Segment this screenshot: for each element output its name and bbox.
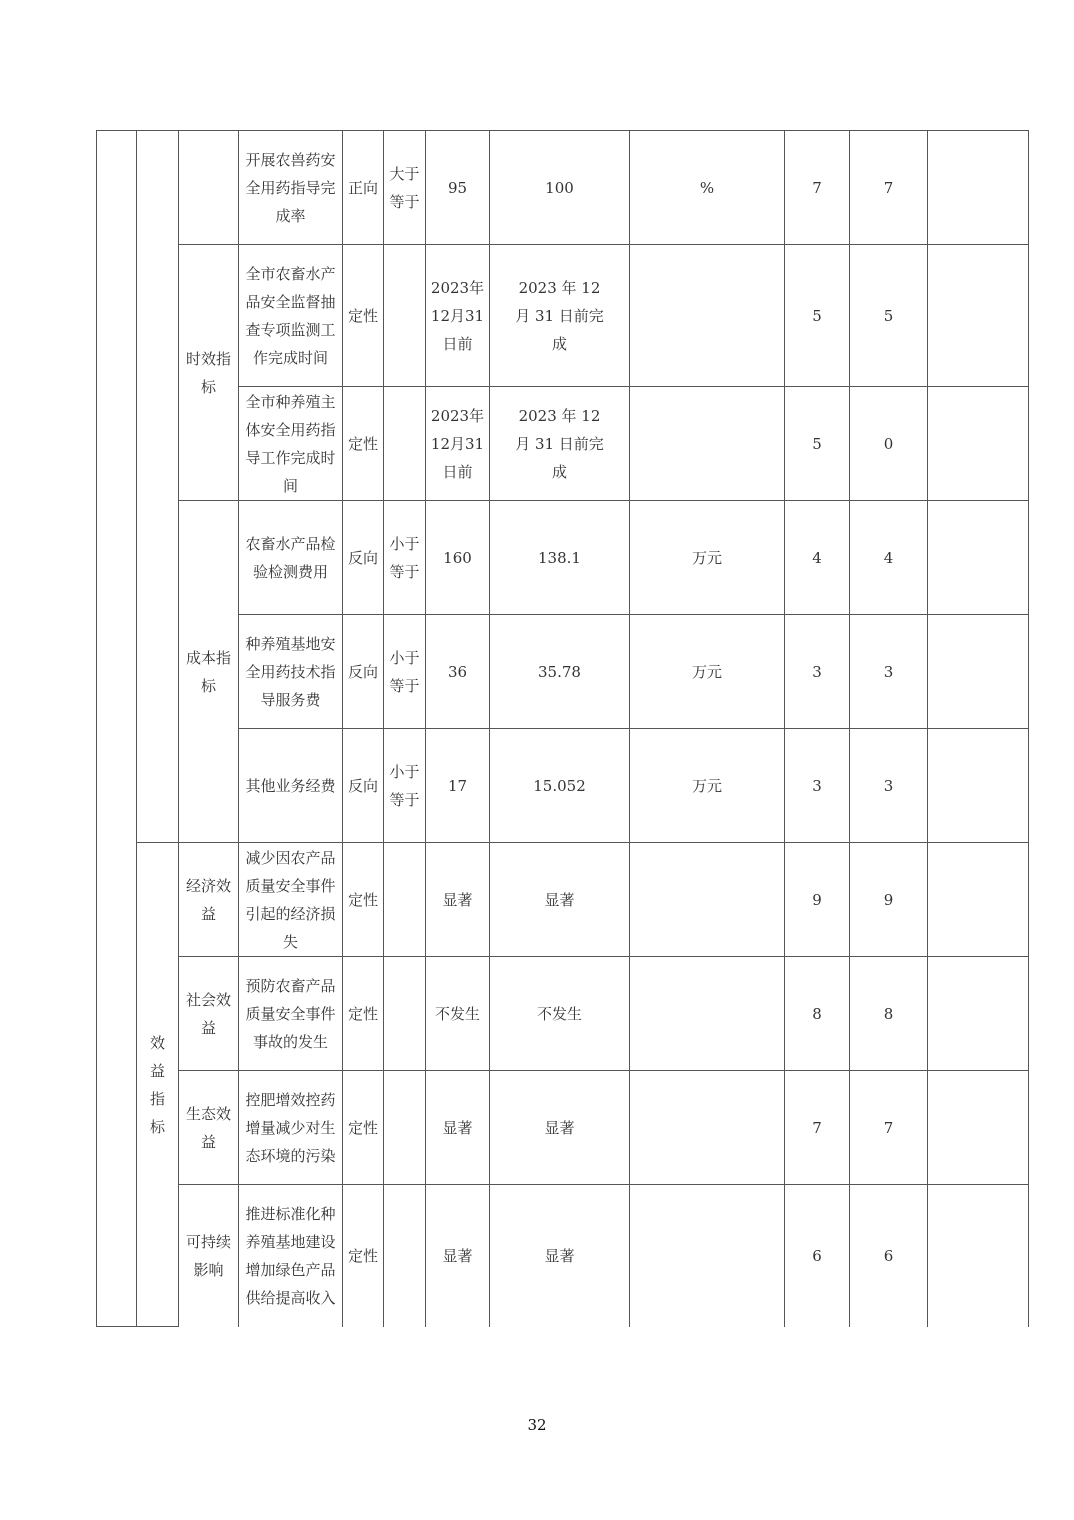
actual-value-cell: 100 — [490, 131, 630, 245]
indicator-nature-cell: 反向 — [343, 729, 384, 843]
target-value-cell: 160 — [426, 501, 490, 615]
score-cell: 3 — [850, 729, 928, 843]
actual-value-cell: 显著 — [490, 843, 630, 957]
comparison-operator-cell — [384, 387, 426, 501]
comparison-operator-cell: 大于等于 — [384, 131, 426, 245]
unit-cell: 万元 — [630, 501, 785, 615]
table-row — [97, 1071, 1029, 1185]
table-row — [97, 1185, 1029, 1327]
target-value-cell: 95 — [426, 131, 490, 245]
remark-cell — [928, 1185, 1029, 1327]
actual-value-cell: 35.78 — [490, 615, 630, 729]
comparison-operator-cell — [384, 1185, 426, 1327]
actual-value-cell: 显著 — [490, 1185, 630, 1327]
unit-cell — [630, 1071, 785, 1185]
remark-cell — [928, 131, 1029, 245]
actual-value-cell: 15.052 — [490, 729, 630, 843]
score-cell: 3 — [850, 615, 928, 729]
weight-cell: 3 — [785, 615, 850, 729]
unit-cell: 万元 — [630, 615, 785, 729]
indicator-nature-cell: 定性 — [343, 957, 384, 1071]
weight-cell: 4 — [785, 501, 850, 615]
indicator-nature-cell: 定性 — [343, 843, 384, 957]
sub-category-cell: 时效指标 — [179, 245, 239, 501]
performance-indicator-table — [96, 130, 1029, 1327]
unit-cell — [630, 245, 785, 387]
remark-cell — [928, 843, 1029, 957]
indicator-name-cell: 其他业务经费 — [239, 729, 343, 843]
first-level-category-cell — [97, 131, 137, 1327]
actual-value-cell: 2023 年 12 月 31 日前完成 — [490, 245, 630, 387]
unit-cell — [630, 387, 785, 501]
weight-cell: 5 — [785, 245, 850, 387]
score-cell: 6 — [850, 1185, 928, 1327]
remark-cell — [928, 245, 1029, 387]
comparison-operator-cell — [384, 245, 426, 387]
weight-cell: 5 — [785, 387, 850, 501]
indicator-name-cell: 控肥增效控药增量减少对生态环境的污染 — [239, 1071, 343, 1185]
indicator-nature-cell: 定性 — [343, 387, 384, 501]
score-cell: 7 — [850, 131, 928, 245]
actual-value-cell: 2023 年 12 月 31 日前完成 — [490, 387, 630, 501]
score-cell: 9 — [850, 843, 928, 957]
sub-category-cell: 可持续影响 — [179, 1185, 239, 1327]
target-value-cell: 2023年12月31日前 — [426, 387, 490, 501]
actual-value-cell: 显著 — [490, 1071, 630, 1185]
unit-cell: 万元 — [630, 729, 785, 843]
table-row — [97, 245, 1029, 387]
unit-cell: % — [630, 131, 785, 245]
table-row — [97, 843, 1029, 957]
target-value-cell: 显著 — [426, 843, 490, 957]
comparison-operator-cell: 小于等于 — [384, 615, 426, 729]
comparison-operator-cell — [384, 1071, 426, 1185]
comparison-operator-cell — [384, 843, 426, 957]
indicator-name-cell: 农畜水产品检验检测费用 — [239, 501, 343, 615]
target-value-cell: 36 — [426, 615, 490, 729]
weight-cell: 9 — [785, 843, 850, 957]
table-row — [97, 957, 1029, 1071]
sub-category-cell: 经济效益 — [179, 843, 239, 957]
table-row — [97, 131, 1029, 245]
comparison-operator-cell: 小于等于 — [384, 729, 426, 843]
table-row — [97, 501, 1029, 615]
weight-cell: 7 — [785, 1071, 850, 1185]
unit-cell — [630, 843, 785, 957]
indicator-nature-cell: 正向 — [343, 131, 384, 245]
indicator-nature-cell: 定性 — [343, 245, 384, 387]
effect-indicator-category-cell: 效益指标 — [137, 843, 179, 1327]
indicator-name-cell: 全市农畜水产品安全监督抽查专项监测工作完成时间 — [239, 245, 343, 387]
indicator-name-cell: 全市种养殖主体安全用药指导工作完成时间 — [239, 387, 343, 501]
indicator-nature-cell: 定性 — [343, 1071, 384, 1185]
target-value-cell: 显著 — [426, 1071, 490, 1185]
target-value-cell: 显著 — [426, 1185, 490, 1327]
remark-cell — [928, 387, 1029, 501]
indicator-name-cell: 开展农兽药安全用药指导完成率 — [239, 131, 343, 245]
actual-value-cell: 138.1 — [490, 501, 630, 615]
remark-cell — [928, 501, 1029, 615]
remark-cell — [928, 1071, 1029, 1185]
comparison-operator-cell — [384, 957, 426, 1071]
target-value-cell: 不发生 — [426, 957, 490, 1071]
indicator-name-cell: 种养殖基地安全用药技术指导服务费 — [239, 615, 343, 729]
indicator-nature-cell: 定性 — [343, 1185, 384, 1327]
score-cell: 0 — [850, 387, 928, 501]
remark-cell — [928, 957, 1029, 1071]
indicator-nature-cell: 反向 — [343, 615, 384, 729]
weight-cell: 7 — [785, 131, 850, 245]
weight-cell: 8 — [785, 957, 850, 1071]
sub-category-cell: 成本指标 — [179, 501, 239, 843]
page-number: 32 — [527, 1416, 547, 1434]
score-cell: 5 — [850, 245, 928, 387]
comparison-operator-cell: 小于等于 — [384, 501, 426, 615]
remark-cell — [928, 729, 1029, 843]
score-cell: 7 — [850, 1071, 928, 1185]
target-value-cell: 2023年12月31日前 — [426, 245, 490, 387]
sub-category-cell: 生态效益 — [179, 1071, 239, 1185]
second-level-category-cell — [137, 131, 179, 843]
indicator-name-cell: 减少因农产品质量安全事件引起的经济损失 — [239, 843, 343, 957]
score-cell: 4 — [850, 501, 928, 615]
unit-cell — [630, 1185, 785, 1327]
remark-cell — [928, 615, 1029, 729]
indicator-name-cell: 预防农畜产品质量安全事件事故的发生 — [239, 957, 343, 1071]
target-value-cell: 17 — [426, 729, 490, 843]
unit-cell — [630, 957, 785, 1071]
indicator-name-cell: 推进标准化种养殖基地建设增加绿色产品供给提高收入 — [239, 1185, 343, 1327]
indicator-nature-cell: 反向 — [343, 501, 384, 615]
weight-cell: 6 — [785, 1185, 850, 1327]
sub-category-cell — [179, 131, 239, 245]
weight-cell: 3 — [785, 729, 850, 843]
actual-value-cell: 不发生 — [490, 957, 630, 1071]
score-cell: 8 — [850, 957, 928, 1071]
sub-category-cell: 社会效益 — [179, 957, 239, 1071]
